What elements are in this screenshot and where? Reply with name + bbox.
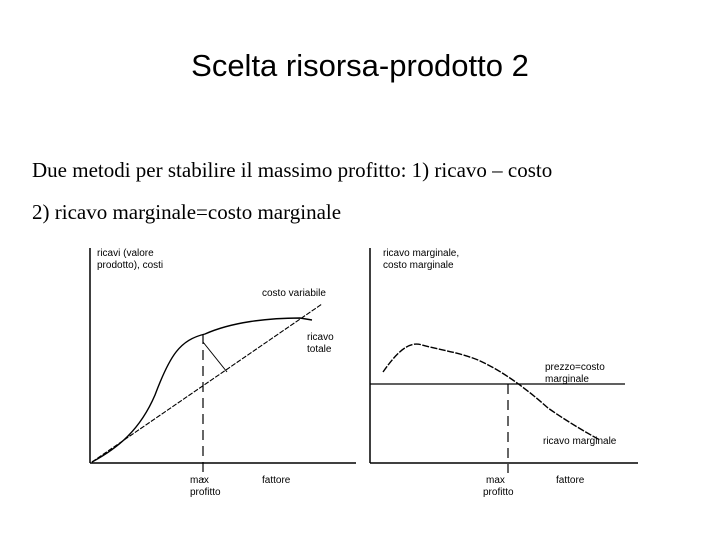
- right-tick-label-2: profitto: [483, 487, 514, 498]
- marginal-revenue-curve: [383, 344, 600, 440]
- variable-cost-line: [92, 304, 322, 462]
- right-y-label-1: ricavo marginale,: [383, 248, 460, 259]
- cost-curve-label: costo variabile: [262, 288, 326, 299]
- slide-title: Scelta risorsa-prodotto 2: [191, 48, 529, 83]
- right-tick-label-1: max: [486, 475, 505, 486]
- left-x-axis-label: fattore: [262, 475, 291, 486]
- revenue-label-2: totale: [307, 344, 332, 355]
- profit-gap-marker: [203, 342, 227, 372]
- right-y-label-2: costo marginale: [383, 260, 454, 271]
- price-label-1: prezzo=costo: [545, 362, 605, 373]
- left-tick-label-2: profitto: [190, 487, 221, 498]
- total-revenue-curve: [92, 318, 312, 462]
- right-x-axis-label: fattore: [556, 475, 585, 486]
- right-diagram: [370, 248, 638, 498]
- revenue-label-1: ricavo: [307, 332, 334, 343]
- marginal-revenue-label: ricavo marginale: [543, 436, 617, 447]
- left-y-label-1: ricavi (valore: [97, 248, 154, 259]
- left-tick-label-1: max: [190, 475, 209, 486]
- text-line-1: Due metodi per stabilire il massimo profitto: 1) ricavo – costo: [32, 158, 553, 182]
- text-line-2: 2) ricavo marginale=costo marginale: [32, 200, 342, 224]
- left-diagram: [90, 248, 356, 498]
- price-label-2: marginale: [545, 374, 589, 385]
- left-y-label-2: prodotto), costi: [97, 260, 164, 271]
